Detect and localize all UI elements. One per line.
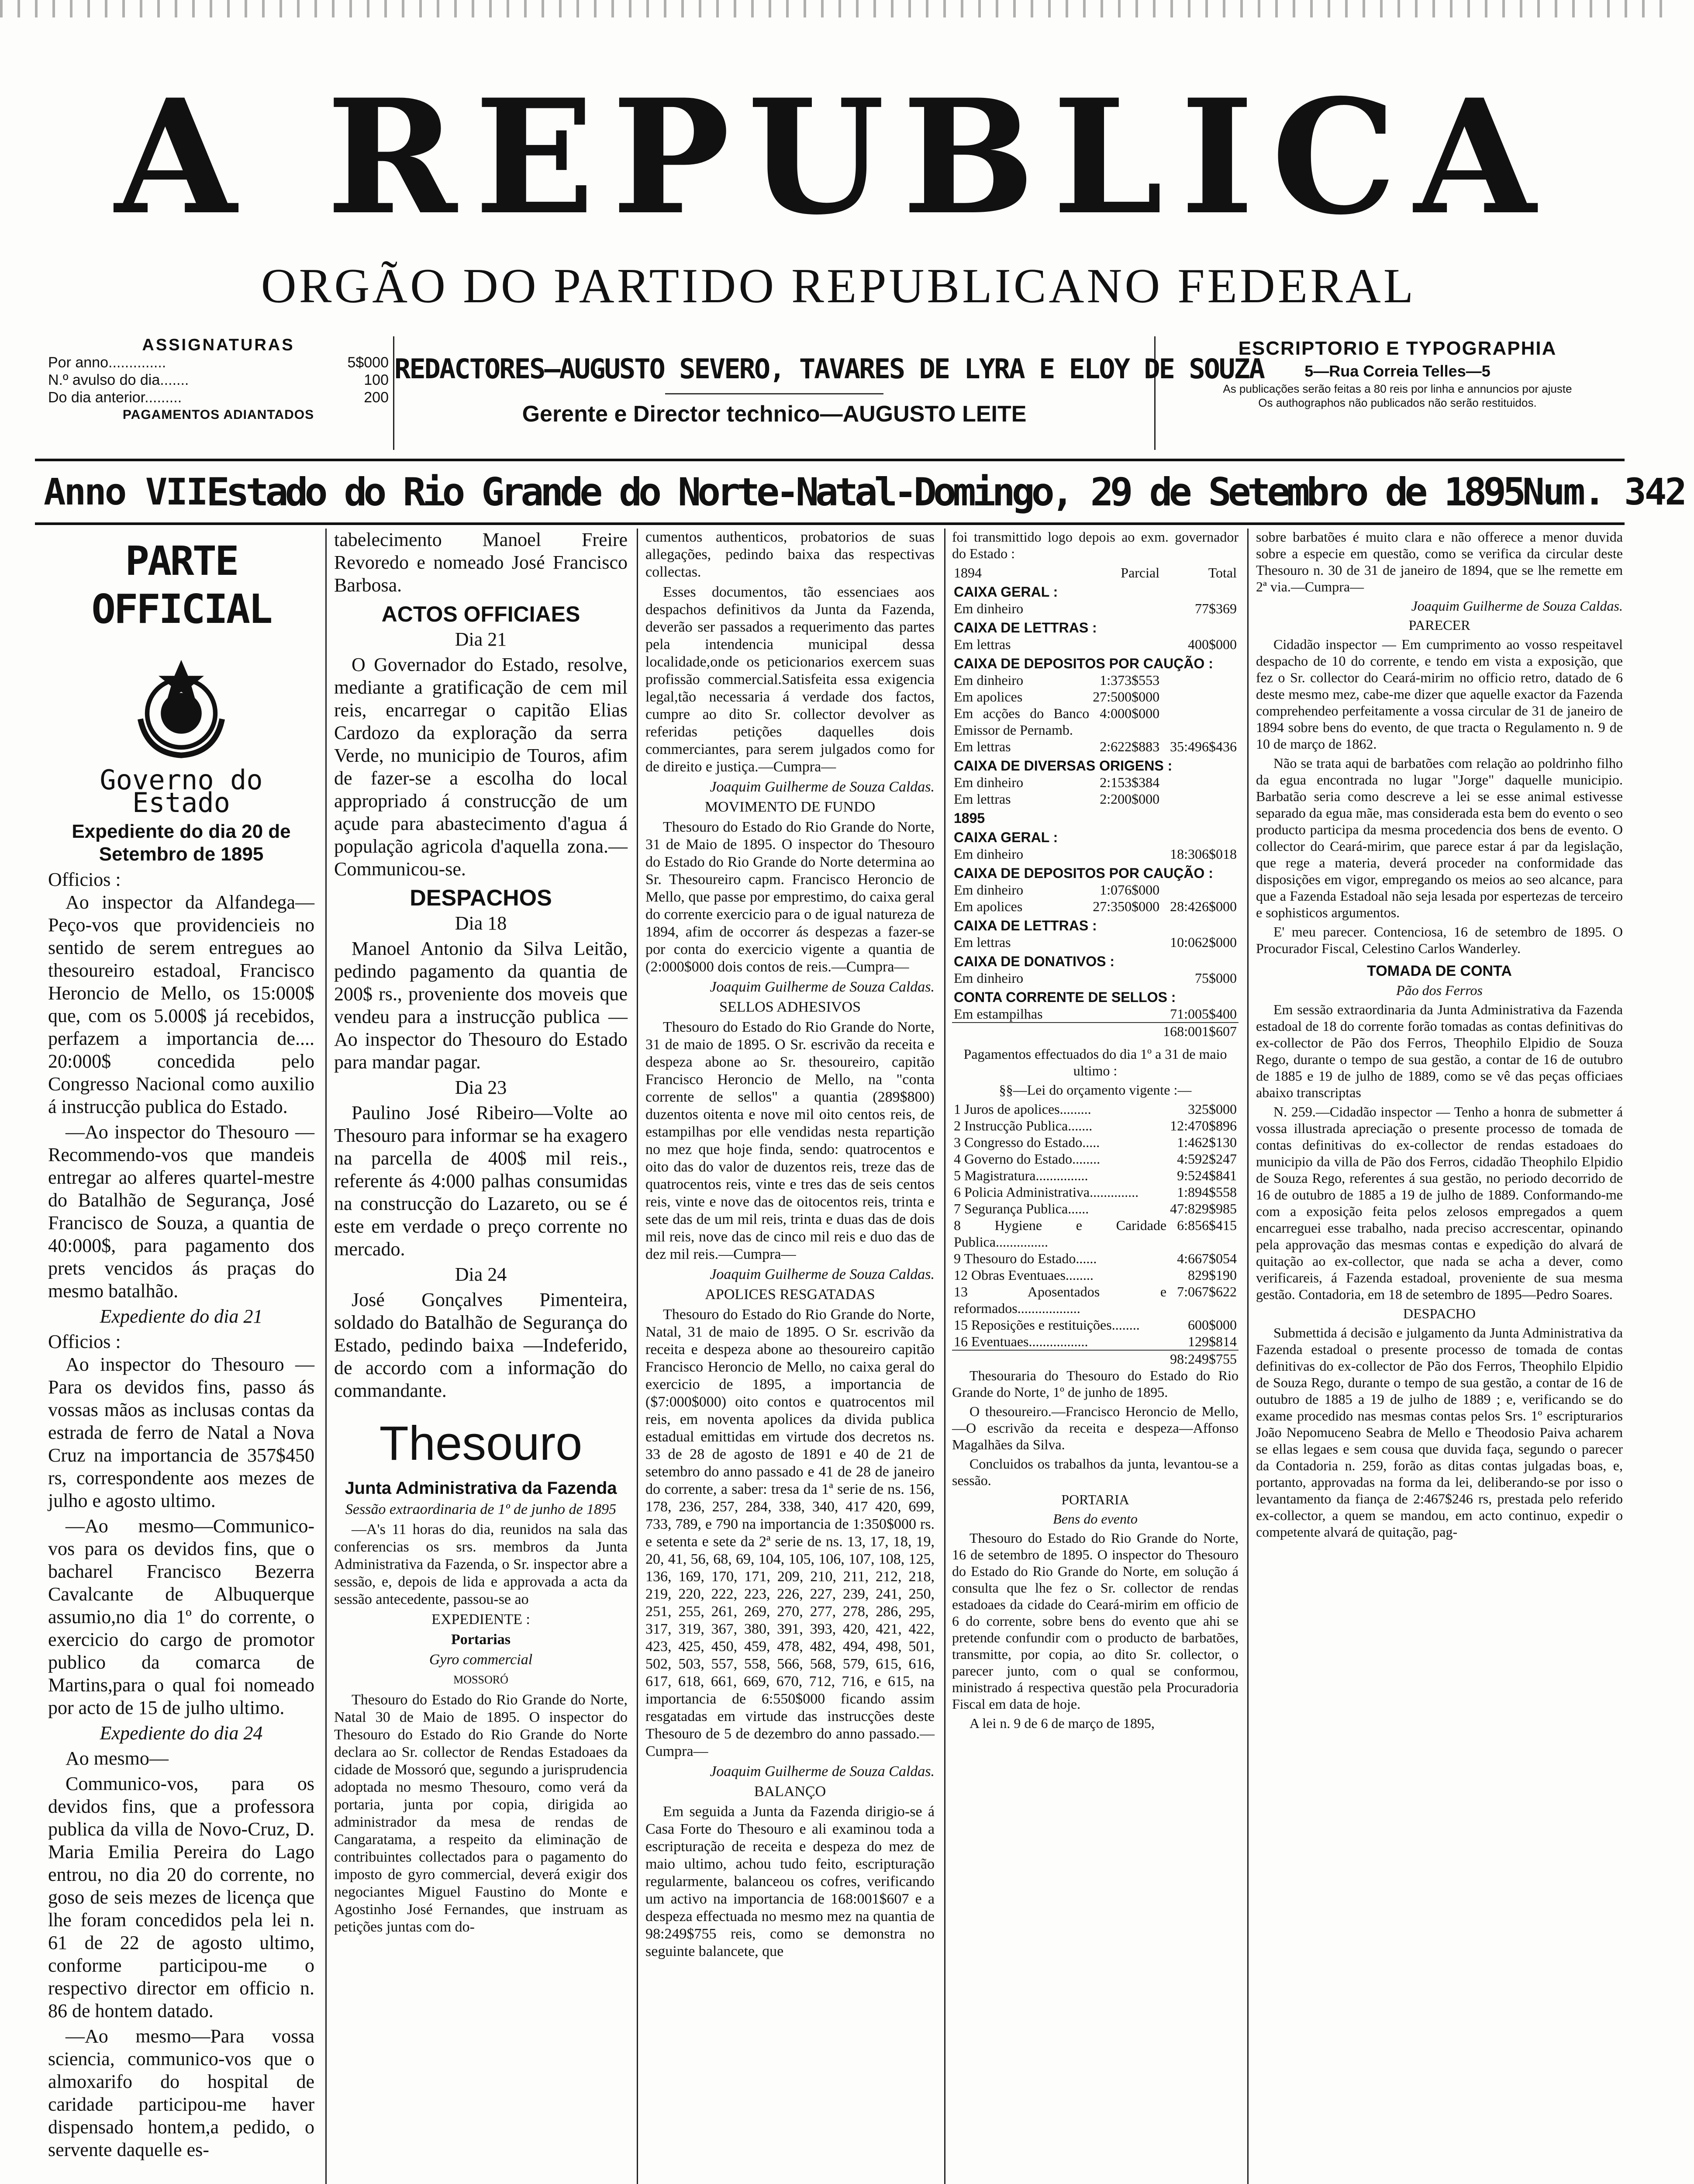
article-paragraph: Ao inspector do Thesouro —Para os devidos fins, passo ás vossas mãos as inclusas contas da estrada de ferro de Natal a Nova Cruz na importancia de 357$450 rs, correspondente aos mezes de julho e agosto ultimo. <box>48 1354 314 1511</box>
article-paragraph: Thesouro do Estado do Rio Grande do Norte, 31 de Maio de 1895. O inspector do Thesouro do Estado do Rio Grande do Norte determina ao Sr. Thesoureiro capm. Francisco Heroncio de Mello, que passe por emprestimo, do caixa geral do corrente exercicio para o de igual natureza de 1894, afim de occorrer ás despezas a fazer-se por conta do exercicio vigente a quantia de (2:000$000 dois contos de reis.—Cumpra— <box>645 819 935 975</box>
subsection-heading: EXPEDIENTE : <box>431 1611 530 1628</box>
article-paragraph: —Ao inspector do Thesouro — Recommendo-vos que mandeis entregar ao alferes quartel-mestre do Batalhão de Segurança, José Francisco de Souza, a quantia de 40:000$, para pagamento dos prets vencidos ás praças do mesmo batalhão. <box>48 1121 314 1302</box>
article-paragraph: A lei n. 9 de 6 de março de 1895, <box>969 1715 1155 1731</box>
session-line: Sessão extraordinaria de 1º de junho de 1895 <box>345 1501 617 1517</box>
ledger-cell: 4:000$000 <box>1100 705 1160 721</box>
payment-row <box>952 1267 1239 1283</box>
expediente-heading: Expediente do dia 24 <box>100 1722 263 1744</box>
ledger-cell <box>952 1023 1091 1040</box>
payment-cell: 9:524$841 <box>1177 1168 1237 1183</box>
ledger-cell <box>1161 881 1239 898</box>
subsection-heading: PORTARIA <box>1061 1492 1129 1507</box>
article-paragraph: —Ao mesmo—Para vossa sciencia, communico-vos que o almoxarifo do hospital de caridade participou-me haver dispensado hontem,a pedido, o servente daquelle es- <box>48 2025 314 2160</box>
article-paragraph: O thesoureiro.—Francisco Heroncio de Mello,—O escrivão da receita e despeza—Affonso Magalhães da Silva. <box>952 1403 1239 1452</box>
article-paragraph: José Gonçalves Pimenteira, soldado do Batalhão de Segurança do Estado, pedindo baixa —Indeferido, de accordo com a informação do commandante. <box>334 1289 628 1401</box>
table-header-row <box>952 564 1239 581</box>
signature: Joaquim Guilherme de Souza Caldas. <box>710 1266 935 1282</box>
ledger-cell: 1:373$553 <box>1100 672 1160 688</box>
ledger-cell <box>1091 600 1161 617</box>
ledger-row <box>952 881 1239 898</box>
article-paragraph: N. 259.—Cidadão inspector — Tenho a honra de submetter á vossa illustrada apreciação o presente processo de tomada de contas definitivas do ex-collector de rendas estadoaes do municipio da villa de Pão dos Ferros, cidadão Theophilo Elpidio de Souza Rego, referentes á sua gestão, no periodo decorrido de 16 de outubro de 1885 a 19 de julho de 1889. Conformando-me com a exposição feita pelos zelosos empregados a quem encarreguei esse trabalho, nada preciso accrescentar, opinando pela approvação das mesmas contas e expedição do alvará de quitação ao ex-collector, que nada se acha a dever, como verificareis, á Fazenda estadoal, proveniente de sua mesma gestão. Contadoria, em 18 de setembro de 1895—Pedro Soares. <box>1256 1104 1623 1302</box>
article-paragraph: Esses documentos, tão essenciaes aos despachos definitivos da Junta da Fazenda, deverão ser passados a requerimento das partes pela intendencia municipal dessa localidade,onde os peticionarios exercem suas profissão commercial.Satisfeita essa exigencia legal,tão necessaria á verdade dos factos, cumpre ao dito Sr. collector devolver as referidas petições daquelles dois commerciantes, para serem julgados como for de direito e justiça.—Cumpra— <box>645 584 935 775</box>
article-paragraph: Thesouro do Estado do Rio Grande do Norte, Natal 30 de Maio de 1895. O inspector do Thesouro do Estado do Rio Grande do Norte declara ao Sr. collector de Rendas Estadoaes da cidade de Mossoró que, segundo a jurisprudencia adoptada no mesmo Thesouro, como verá da portaria, junta por copia, dirigida ao administrador da mesa de rendas de Cangaratama, a respeito da eliminação de contribuintes collectados para o pagamento do imposto de gyro commercial, deverá exigir dos negociantes Miguel Faustino do Monte e Agostinho José Fernandes, que instruam as petições juntas com do- <box>334 1692 628 1935</box>
ornament-divider <box>665 393 883 394</box>
ledger-cell: CAIXA DE DEPOSITOS POR CAUÇÃO : <box>954 656 1213 671</box>
ledger-row <box>952 688 1239 705</box>
subscription-price: 5$000 <box>347 354 389 371</box>
ledger-cell: CAIXA GERAL : <box>954 584 1058 600</box>
payment-cell: 1:894$558 <box>1177 1184 1237 1200</box>
editors-line: REDACTORES—AUGUSTO SEVERO, TAVARES DE LYRA E ELOY DE SOUZA <box>394 353 1264 385</box>
table-header: Parcial <box>1121 565 1160 581</box>
ledger-cell <box>1091 1006 1161 1023</box>
subscription-label: Por anno.............. <box>48 354 166 371</box>
article-paragraph: Ao inspector da Alfandega—Peço-vos que providencieis no sentido de serem entregues ao thesoureiro estadoal, Francisco Heroncio de Mello, os 15:000$ que, com os 5.000$ já recebidos, perfazem a importancia de.... 20:000$ concedida pelo Congresso Nacional como auxilio á instrucção publica do Estado. <box>48 892 314 1117</box>
payments-rows <box>952 1101 1239 1350</box>
ledger-row <box>952 970 1239 986</box>
subsection-heading: Portarias <box>451 1631 511 1648</box>
column-rule <box>325 529 327 2184</box>
subsection-heading: Bens do evento <box>1053 1511 1138 1527</box>
subsection-heading: PARECER <box>1408 617 1470 633</box>
payment-row <box>952 1250 1239 1267</box>
ledger-cell: Em dinheiro <box>954 774 1024 790</box>
column-rule <box>637 529 638 2184</box>
article-paragraph: Cidadão inspector — Em cumprimento ao vosso respeitavel despacho de 10 do corrente, e tendo em vista a exposição, que fez o Sr. collector do Ceará-mirim no officio retro, datado de 6 deste mesmo mez, cabe-me dizer que aquelle exactor da Fazenda comprehendeo perfeitamente a vossa circular de 31 de janeiro de 1894 sobre bens do evento, de que tracta o Regulamento n. 9 de 10 de março de 1862. <box>1256 636 1623 752</box>
ledger-row <box>952 862 1239 881</box>
ledger-row <box>952 986 1239 1006</box>
subsection-heading: Gyro commercial <box>429 1652 533 1668</box>
ledger-cell: 2:153$384 <box>1100 774 1160 790</box>
ledger-cell: Em apolices <box>954 898 1023 914</box>
payment-row <box>952 1101 1239 1117</box>
ledger-cell: 77$369 <box>1195 601 1237 616</box>
day-heading: Dia 21 <box>455 629 507 650</box>
article-paragraph: Em seguida a Junta da Fazenda dirigio-se á Casa Forte do Thesouro e ali examinou toda a escripturação de receita e despeza do mez de maio ultimo, achou tudo feito, escripturação regularmente, balanceou os cofres, verificando um activo na importancia de 168:001$607 e a despeza effectuada no mesmo mez na quantia de 98:249$755 reis, como se demonstra no seguinte balancete, que <box>645 1804 935 1959</box>
payment-row <box>952 1217 1239 1250</box>
expediente-heading: Expediente do dia 20 de Setembro de 1895 <box>72 821 291 865</box>
ledger-cell: Em apolices <box>954 689 1023 705</box>
day-heading: Dia 24 <box>455 1264 507 1285</box>
ledger-row <box>952 738 1239 755</box>
payment-cell: 13 Aposentados e reformados.................. <box>954 1284 1167 1316</box>
ledger-row <box>952 653 1239 672</box>
ledger-cell <box>1161 705 1239 738</box>
payment-row <box>952 1167 1239 1184</box>
officios-label: Officios : <box>48 1331 121 1352</box>
payment-cell: 4:667$054 <box>1177 1251 1237 1266</box>
office-heading: ESCRIPTORIO E TYPOGRAPHIA <box>1238 338 1557 359</box>
article-paragraph: Ao mesmo— <box>66 1748 169 1769</box>
ledger-cell <box>1091 636 1161 653</box>
ledger-row <box>952 846 1239 862</box>
masthead-title: A REPUBLICA <box>114 65 1554 249</box>
payment-row <box>952 1117 1239 1134</box>
ledger-row <box>952 1023 1239 1040</box>
ledger-cell: 35:496$436 <box>1170 739 1237 754</box>
payments-table <box>952 1101 1239 1367</box>
article-paragraph: Em sessão extraordinaria da Junta Administrativa da Fazenda estadoal de 18 do corrente forão tomadas as contas definitivas do ex-collector de Pão dos Ferros, Theophilo Elpidio de Souza Rego, durante o tempo de sua gestão, a contar de 16 de outubro de 1885 e 19 de julho de 1889, como se vê das peças officiaes abaixo transcriptas <box>1256 1002 1623 1100</box>
subsection-heading: §§—Lei do orçamento vigente :— <box>999 1082 1192 1098</box>
payment-row <box>952 1151 1239 1167</box>
payment-cell: 6 Policia Administrativa.............. <box>954 1184 1139 1200</box>
ledger-cell: Em dinheiro <box>954 882 1024 898</box>
office-address: 5—Rua Correia Telles—5 <box>1304 362 1490 380</box>
table-header: 1894 <box>954 565 982 581</box>
table-header: Total <box>1208 565 1237 581</box>
ledger-cell: Em acções do Banco Emissor de Pernamb. <box>954 705 1090 738</box>
payment-row <box>952 1184 1239 1200</box>
subscription-label: Do dia anterior......... <box>48 389 182 406</box>
subsection-heading: SELLOS ADHESIVOS <box>719 999 861 1015</box>
ledger-cell: CAIXA DE DIVERSAS ORIGENS : <box>954 758 1173 774</box>
ledger-cell: Em dinheiro <box>954 601 1024 616</box>
masthead-subtitle: ORGÃO DO PARTIDO REPUBLICANO FEDERAL <box>261 259 1416 313</box>
article-paragraph: cumentos authenticos, probatorios de suas allegações, pedindo baixa das respectivas collectas. <box>645 529 935 580</box>
ledger-cell <box>1091 846 1161 862</box>
ledger-cell: CAIXA GERAL : <box>954 829 1058 845</box>
ledger-cell: 400$000 <box>1188 636 1237 652</box>
article-paragraph: Submettida á decisão e julgamento da Junta Administrativa da Fazenda estadoal o presente processo de tomada de contas definitivas do ex-collector de Pão dos Ferros, Theophilo Elpidio de Souza Rego, durante o tempo de sua gestão, a contar de 16 de outubro de 1885 a 19 de julho de 1889 ; e, verificando se do exame procedido nas mesmas contas pelos Srs. 1º escripturarios João Nepomuceno Seabra de Mello e Theodosio Paiva acharem se ellas legaes e sem cousa que duvida faça, segundo o parecer da Contadoria n. 259, forão as ditas contas julgadas boas, e, portanto, approvadas na forma da lei, deliberando-se por isso o levantamento da fiança de 2:467$246 rs, prestada pelo referido ex-collector, a quem se mandou, em acto continuo, expedir o competente alvará de quitação, pag- <box>1256 1325 1623 1540</box>
payment-cell: 1 Juros de apolices......... <box>954 1101 1091 1117</box>
article-paragraph: E' meu parecer. Contenciosa, 16 de setembro de 1895. O Procurador Fiscal, Celestino Carlos Wanderley. <box>1256 924 1623 956</box>
issue-number: Num. 342 <box>1522 470 1685 513</box>
article-paragraph: Paulino José Ribeiro—Volte ao Thesouro para informar se ha exagero na parcella de 400$ mil reis., referente ás 4:000 palhas consumidas na construcção do Lazareto, ou se é este em verdade o preço corrente no mercado. <box>334 1102 628 1260</box>
ledger-cell: Em lettras <box>954 636 1011 652</box>
article-paragraph: Thesouraria do Thesouro do Estado do Rio Grande do Norte, 1º de junho de 1895. <box>952 1368 1239 1400</box>
subscriptions-heading: ASSIGNATURAS <box>142 336 295 354</box>
article-paragraph: Manoel Antonio da Silva Leitão, pedindo pagamento da quantia de 200$ rs., proveniente dos moveis que vendeu para a instrucção publica — Ao inspector do Thesouro do Estado para mandar pagar. <box>334 938 628 1073</box>
subscription-row <box>48 389 389 406</box>
ledger-cell: Em estampilhas <box>954 1006 1043 1022</box>
editors-box <box>393 336 1264 450</box>
ledger-row <box>952 915 1239 934</box>
ledger-row <box>952 617 1239 636</box>
ledger-cell: 10:062$000 <box>1170 934 1237 950</box>
ledger-cell: CAIXA DE LETTRAS : <box>954 918 1097 933</box>
subscriptions-note: PAGAMENTOS ADIANTADOS <box>122 408 314 422</box>
ledger-row <box>952 950 1239 970</box>
ledger-row <box>952 636 1239 653</box>
article-paragraph: Não se trata aqui de barbatões com relação ao poldrinho filho da egua encontrada no lugar "Jorge" daquelle municipio. Barbatão seria como descreve a lei se esse animal estivesse separado da egua mãe, mas considerada esta bem do evento o seo producto participa da mesma procedencia dos bens de evento. O collector do Ceará-mirim, que parece estar á par da legislação, que rege a materia, deverá proceder na conformidade das disposições em vigor, empregando os meios ao seo alcance, para que a Fazenda Estadoal não seja lesada por espertezas de terceiro e sophisticos argumentos. <box>1256 755 1623 920</box>
payments-total-row <box>952 1350 1239 1367</box>
place-date: Estado do Rio Grande do Norte-Natal-Domingo, 29 de Setembro de 1895 <box>206 469 1523 515</box>
ledger-row <box>952 934 1239 950</box>
balance-table <box>952 564 1239 1040</box>
signature: Joaquim Guilherme de Souza Caldas. <box>710 1763 935 1780</box>
payment-cell: 15 Reposições e restituições........ <box>954 1317 1140 1333</box>
payment-cell: 9 Thesouro do Estado...... <box>954 1251 1097 1266</box>
subscription-row <box>48 371 389 389</box>
article-paragraph: —Ao mesmo—Communico-vos para os devidos fins, que o bacharel Francisco Bezerra Cavalcante de Albuquerque assumio,no dia 1º do corrente, o exercicio do cargo de promotor publico da comarca de Martins,para o qual foi nomeado por acto de 15 de julho ultimo. <box>48 1515 314 1718</box>
payments-total: 98:249$755 <box>1168 1350 1239 1367</box>
subsection-heading: MOVIMENTO DE FUNDO <box>704 799 876 815</box>
ledger-cell: Em dinheiro <box>954 672 1024 688</box>
column-rule <box>944 529 945 2184</box>
subsection-heading: Pagamentos effectuados do dia 1º a 31 de maio ultimo : <box>963 1046 1227 1078</box>
payment-cell: 600$000 <box>1188 1317 1237 1333</box>
payment-cell: 129$814 <box>1188 1334 1237 1349</box>
subscription-row <box>48 354 389 371</box>
ledger-cell: 71:005$400 <box>1170 1006 1237 1022</box>
day-heading: Dia 18 <box>455 912 507 934</box>
payment-cell: 829$190 <box>1188 1267 1237 1283</box>
ledger-cell <box>1091 970 1161 986</box>
subsection-heading: Junta Administrativa da Fazenda <box>345 1479 617 1498</box>
ledger-cell: CAIXA DE DEPOSITOS POR CAUÇÃO : <box>954 865 1213 881</box>
office-note: Os authographos não publicados não serão restituidos. <box>1258 396 1537 409</box>
article-paragraph: O Governador do Estado, resolve, mediante a gratificação de cem mil reis, encarregar o capitão Elias Cardozo da exploração da serra Verde, no municipio de Touros, afim de fazer-se a escolha do local appropriado á construcção de um açude para abastecimento d'agua á população agricola d'aquella zona.—Communicou-se. <box>334 654 628 880</box>
payment-cell: 7:067$622 <box>1177 1284 1237 1299</box>
article-paragraph: Communico-vos, para os devidos fins, que a professora publica da villa de Novo-Cruz, D. Maria Emilia Pereira do Lago entrou, no dia 20 do corrente, no goso de seis mezes de licença que lhe foram concedidos pela lei n. 61 de 22 de agosto ultimo, conforme participou-me o respectivo director em officio n. 86 de hontem datado. <box>48 1773 314 2022</box>
subsection-heading: Pão dos Ferros <box>1396 982 1483 998</box>
payment-row <box>952 1317 1239 1333</box>
payment-cell: 16 Eventuaes................. <box>954 1334 1088 1349</box>
payment-cell: 1:462$130 <box>1177 1134 1237 1150</box>
payment-cell: 4:592$247 <box>1177 1151 1237 1167</box>
ledger-row <box>952 581 1239 600</box>
payment-cell: 2 Instrucção Publica....... <box>954 1118 1093 1133</box>
ledger-cell: 75$000 <box>1195 970 1237 986</box>
ledger-cell: 1:076$000 <box>1100 882 1160 898</box>
article-paragraph: sobre barbatões é muito clara e não offerece a menor duvida sobre a especie em questão, como se verifica da circular deste Thesouro n. 30 de 31 de janeiro de 1894, que se lhe remette em 2ª via.—Cumpra— <box>1256 529 1623 594</box>
balance-rows <box>952 581 1239 1040</box>
ledger-cell: Em lettras <box>954 791 1011 807</box>
ledger-cell: Em dinheiro <box>954 846 1024 862</box>
ledger-cell: 2:622$883 <box>1100 739 1160 754</box>
subscription-price: 200 <box>364 389 389 406</box>
article-paragraph: Thesouro do Estado do Rio Grande do Norte, Natal, 31 de maio de 1895. O Sr. escrivão da receita e despeza abone ao thesoureiro capitão Francisco Heroncio de Mello, no caixa geral do exercicio de 1895, a importancia de ($7:000$000) oito contos e quatrocentos mil reis, em noventa apolices da divida publica estadual emittidas em virtude dos decretos ns. 33 de 28 de agosto de 1891 e 40 de 21 de setembro do anno passado e 41 de 28 de janeiro do corrente, a saber: tresa da 1ª serie de ns. 156, 178, 236, 257, 284, 338, 340, 417 420, 699, 733, 789, e 790 na importancia de 1:350$000 rs. e setenta e sete da 2ª serie de ns. 13, 17, 18, 19, 20, 41, 56, 68, 69, 104, 105, 106, 107, 108, 125, 136, 169, 170, 171, 209, 210, 211, 212, 218, 219, 220, 222, 223, 226, 227, 239, 241, 250, 251, 255, 261, 269, 270, 277, 278, 286, 295, 317, 319, 367, 380, 391, 393, 420, 421, 422, 423, 425, 450, 459, 478, 482, 494, 498, 501, 502, 503, 557, 558, 566, 568, 579, 615, 616, 617, 618, 661, 669, 670, 712, 716, e 615, na importancia de 6:550$000 ficando assim resgatadas em virtude das instrucções deste Thesouro de 5 de dezembro do anno passado.—Cumpra— <box>645 1306 935 1759</box>
dateline-bar <box>35 459 1685 525</box>
payment-cell: 3 Congresso do Estado..... <box>954 1134 1100 1150</box>
ledger-cell: 27:350$000 <box>1093 898 1160 914</box>
office-note: As publicações serão feitas a 80 reis por linha e annuncios por ajuste <box>1223 382 1572 395</box>
subsection-heading: TOMADA DE CONTA <box>1367 963 1512 979</box>
payment-cell: 12:470$896 <box>1170 1118 1237 1133</box>
payment-cell: 6:856$415 <box>1177 1217 1237 1233</box>
ledger-cell: Em dinheiro <box>954 970 1024 986</box>
article-paragraph: foi transmittido logo depois ao exm. governador do Estado : <box>952 529 1239 561</box>
payment-cell: 5 Magistratura............... <box>954 1168 1088 1183</box>
subsection-heading: APOLICES RESGATADAS <box>705 1286 875 1303</box>
ledger-cell: 28:426$000 <box>1170 898 1237 914</box>
ledger-row <box>952 898 1239 915</box>
payment-row <box>952 1134 1239 1151</box>
section-heading: ACTOS OFFICIAES <box>381 602 580 626</box>
ledger-cell: 27:500$000 <box>1093 689 1160 705</box>
payment-cell: 7 Segurança Publica...... <box>954 1201 1089 1216</box>
payment-cell: 12 Obras Eventuaes........ <box>954 1267 1094 1283</box>
ledger-cell: CONTA CORRENTE DE SELLOS : <box>954 989 1176 1005</box>
article-paragraph: Concluidos os trabalhos da junta, levantou-se a sessão. <box>952 1456 1239 1488</box>
ledger-row <box>952 755 1239 774</box>
officios-label: Officios : <box>48 869 121 890</box>
ledger-cell <box>1091 934 1161 950</box>
ledger-row <box>952 791 1239 807</box>
signature: Joaquim Guilherme de Souza Caldas. <box>710 979 935 995</box>
article-paragraph: Thesouro do Estado do Rio Grande do Norte, 16 de setembro de 1895. O inspector do Thesouro do Estado do Rio Grande do Norte, em solução á consulta que lhe fez o Sr. collector de rendas estadoaes da cidade do Ceará-mirim em officio de 6 do corrente, sobre bens do evento que ahi se pretende confundir com o producto de barbatões, transmitte, por copia, ao dito Sr. collector, o parecer junto, com o qual se conformou, ministrado á respectiva questão pela Procuradoria Fiscal em data de hoje. <box>952 1530 1239 1712</box>
ledger-cell <box>1161 774 1239 791</box>
day-heading: Dia 23 <box>455 1077 507 1098</box>
payment-row <box>952 1200 1239 1217</box>
ledger-cell: CAIXA DE DONATIVOS : <box>954 954 1115 969</box>
government-heading: Governo do Estado <box>100 764 263 819</box>
director-line: Gerente e Director technico—AUGUSTO LEITE <box>522 401 1027 427</box>
ledger-cell <box>1091 1023 1161 1040</box>
ledger-cell <box>1161 791 1239 807</box>
payment-row <box>952 1283 1239 1317</box>
column-1 <box>48 529 314 2184</box>
payment-cell: 8 Hygiene e Caridade Publica............... <box>954 1217 1167 1250</box>
payment-cell: 47:829$985 <box>1170 1201 1237 1216</box>
ledger-cell: 168:001$607 <box>1161 1023 1239 1040</box>
column-rule <box>1247 529 1249 2184</box>
ledger-row <box>952 1006 1239 1023</box>
ledger-cell: 2:200$000 <box>1100 791 1160 807</box>
subscription-label: N.º avulso do dia....... <box>48 372 189 388</box>
section-heading: PARTE OFFICIAL <box>91 538 271 632</box>
ledger-cell: 1895 <box>954 810 985 826</box>
ledger-row <box>952 774 1239 791</box>
ledger-cell: CAIXA DE LETTRAS : <box>954 620 1097 636</box>
column-4 <box>952 529 1239 2184</box>
article-paragraph: tabelecimento Manoel Freire Revoredo e nomeado José Francisco Barbosa. <box>334 529 628 596</box>
payment-row <box>952 1333 1239 1350</box>
signature: Joaquim Guilherme de Souza Caldas. <box>710 779 935 795</box>
ledger-row <box>952 826 1239 846</box>
ledger-cell <box>1161 688 1239 705</box>
subsection-heading: DESPACHO <box>1403 1306 1476 1321</box>
volume-label: Anno VII <box>44 470 207 513</box>
ledger-cell: Em lettras <box>954 739 1011 754</box>
payment-cell: 4 Governo do Estado........ <box>954 1151 1101 1167</box>
subscriptions-box <box>48 336 389 450</box>
column-5 <box>1256 529 1623 2184</box>
ledger-cell <box>1161 672 1239 688</box>
payment-cell: 325$000 <box>1188 1101 1237 1117</box>
section-heading: DESPACHOS <box>410 885 552 911</box>
office-box <box>1170 336 1625 450</box>
column-3 <box>645 529 935 2184</box>
coat-of-arms-icon <box>124 651 238 764</box>
ledger-row <box>952 705 1239 738</box>
ledger-cell: 18:306$018 <box>1170 846 1237 862</box>
ledger-row <box>952 672 1239 688</box>
place-heading: MOSSORÓ <box>453 1673 508 1686</box>
subsection-heading: BALANÇO <box>754 1783 826 1800</box>
column-2 <box>334 529 628 2184</box>
thesouro-heading: Thesouro <box>379 1417 583 1470</box>
subscription-price: 100 <box>364 372 389 388</box>
ledger-row <box>952 600 1239 617</box>
ledger-row <box>952 807 1239 826</box>
article-paragraph: —A's 11 horas do dia, reunidos na sala das conferencias os srs. membros da Junta Administrativa da Fazenda, o Sr. inspector abre a sessão, e, depois de lida e approvada a acta da sessão antecedente, passou-se ao <box>334 1521 628 1607</box>
signature: Joaquim Guilherme de Souza Caldas. <box>1411 598 1623 614</box>
article-paragraph: Thesouro do Estado do Rio Grande do Norte, 31 de maio de 1895. O Sr. escrivão da receita e despeza abone ao Sr. thesoureiro, capitão Francisco Heroncio de Mello, na "conta corrente de sellos" a quantia (289$800) duzentos oitenta e nove mil oito centos reis, de estampilhas por elle vendidas nesta repartição no mez que hoje finda, sendo: quatrocentos e oito das do valor de duzentos reis, treze das de quatrocentos reis, vinte e tres das de seis centos reis, vinte e nove das de oitocentos reis, trinta e sete das de um mil reis, trinta e duas das de dois mil reis, nove das de cinco mil reis e duo das de dez mil reis.—Cumpra— <box>645 1019 935 1262</box>
page-top-edge-noise <box>0 0 1663 17</box>
ledger-cell: Em lettras <box>954 934 1011 950</box>
expediente-heading: Expediente do dia 21 <box>100 1306 263 1327</box>
